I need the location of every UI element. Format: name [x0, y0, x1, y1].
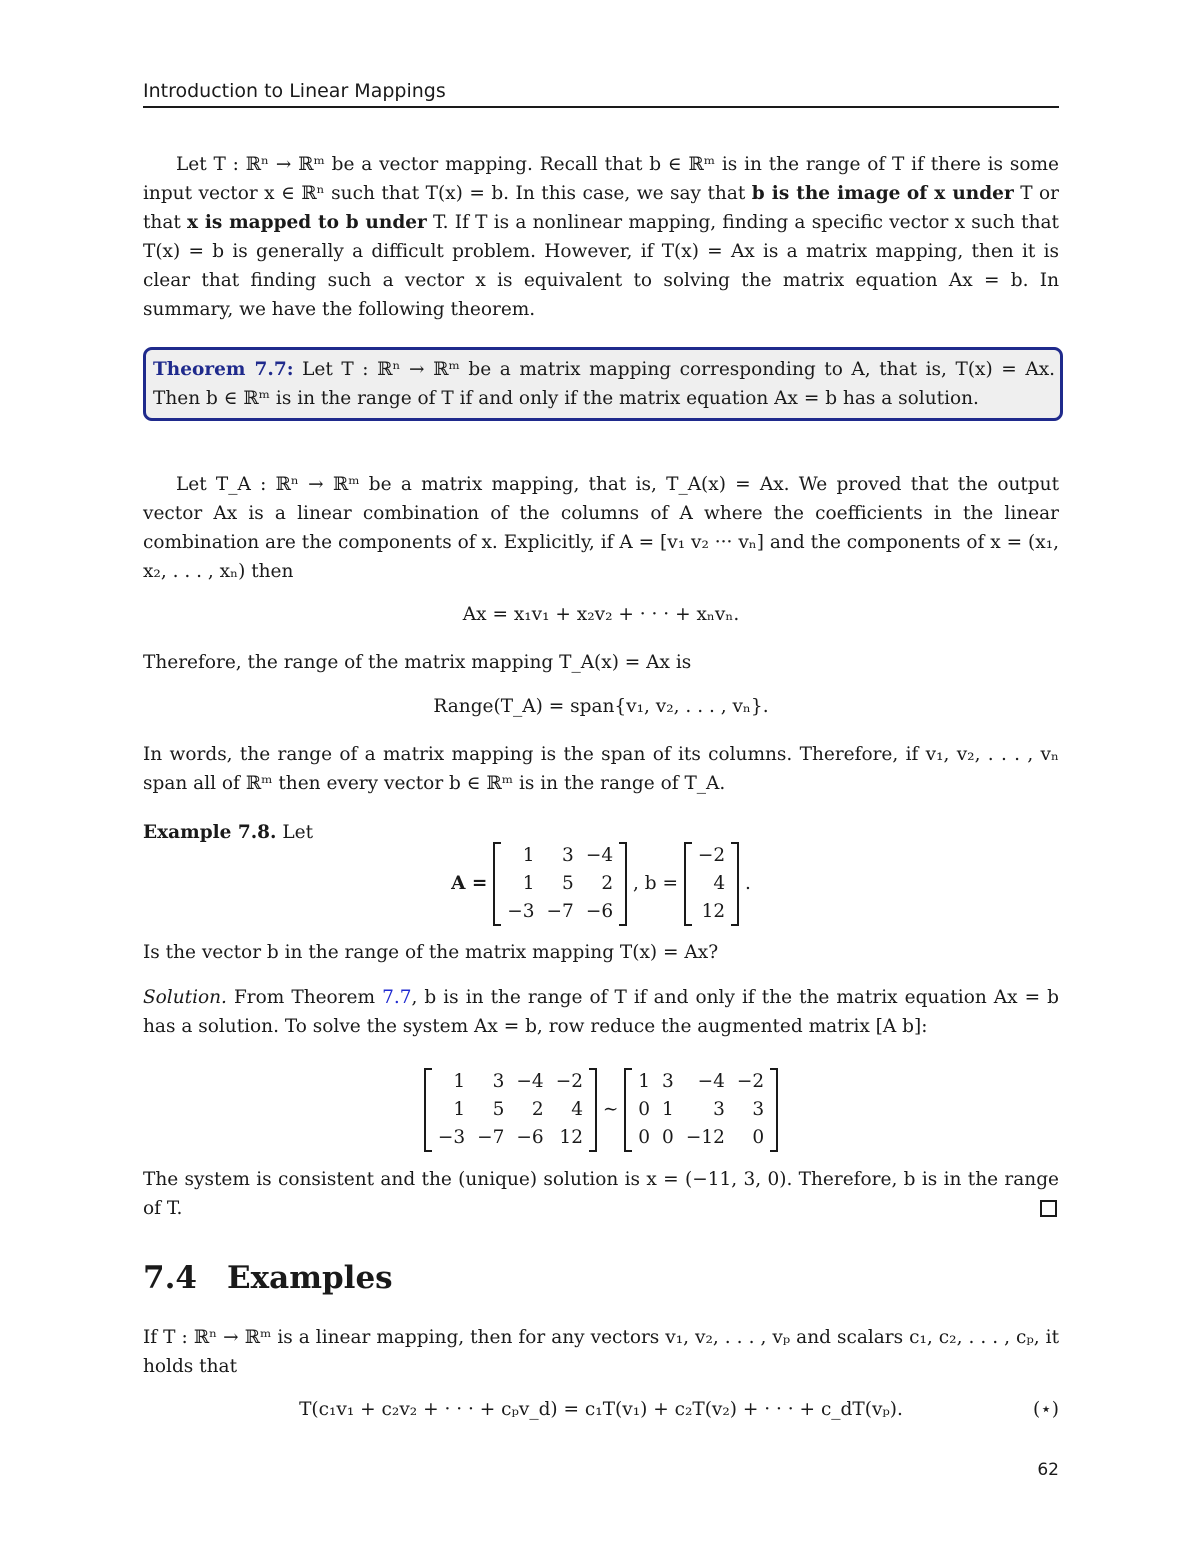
running-header	[143, 80, 1059, 108]
range-span-equation: Range(T_A) = span{v₁, v₂, . . . , vₙ}.	[433, 696, 769, 717]
section-number: 7.4	[143, 1260, 197, 1296]
row-equivalent-symbol: ∼	[602, 1099, 619, 1120]
reduced-matrix-row	[632, 1124, 770, 1152]
intro-paragraph	[143, 150, 1059, 324]
augmented-matrix-entry: 4	[571, 1099, 583, 1120]
reduced-matrix-entry: 0	[638, 1127, 651, 1148]
reduced-matrix-entry: 1	[662, 1099, 674, 1120]
reduced-matrix-entry: 1	[638, 1071, 651, 1092]
intro-line-4: specific vector x such that T(x) = b is generally a difficult problem. However, if T(x) = Ax	[143, 212, 1059, 262]
reduced-matrix-entry: −4	[697, 1071, 725, 1092]
vector-b-row	[692, 898, 731, 926]
section-heading	[143, 1260, 393, 1296]
vector-b-label: , b =	[632, 873, 678, 894]
solution-text-1: From Theorem	[226, 987, 383, 1008]
section-title: Examples	[227, 1260, 393, 1296]
augmented-matrix-entry: −4	[516, 1071, 544, 1092]
reduced-matrix-row	[632, 1068, 770, 1096]
vector-b-entry: −2	[697, 845, 726, 866]
intro-line-5: is a matrix mapping, then it is clear that finding such a vector x is equivalent to solving the	[143, 241, 1059, 291]
intro-bold-image: b is the image	[751, 183, 901, 204]
theorem-label: Theorem 7.7:	[153, 359, 294, 380]
reduced-matrix-entry: 3	[752, 1099, 765, 1120]
running-title: Introduction to Linear Mappings	[143, 80, 446, 102]
augmented-matrix-entry: 12	[559, 1127, 583, 1148]
equation-tag: (⋆)	[1032, 1399, 1059, 1420]
intro-line-3a: T or that	[143, 183, 1060, 233]
vector-b	[684, 842, 739, 926]
reduced-matrix-entry: 3	[713, 1099, 725, 1120]
augmented-matrix-entry: 1	[453, 1099, 466, 1120]
reduced-matrix-entry: 0	[662, 1127, 674, 1148]
matrix-A	[493, 842, 627, 926]
page-number: 62	[1037, 1460, 1059, 1480]
matrix-A-entry: 1	[522, 873, 535, 894]
augmented-matrix-entry: 2	[531, 1099, 544, 1120]
qed-square-icon	[1040, 1200, 1057, 1217]
matrix-A-row	[501, 898, 619, 926]
intro-line-3b: T. If T is a nonlinear mapping, finding a	[426, 212, 806, 233]
matrix-A-entry: −6	[585, 901, 614, 922]
intro-bold-under: of x under	[906, 183, 1014, 204]
matrix-A-entry: 2	[601, 873, 614, 894]
augmented-matrix-row	[432, 1068, 589, 1096]
matrix-A-entry: 1	[522, 845, 535, 866]
reduced-matrix-entry: 3	[662, 1071, 674, 1092]
vector-b-row	[692, 870, 731, 898]
matrix-A-entry: 3	[562, 845, 574, 866]
reduced-matrix-entry: 0	[638, 1099, 651, 1120]
row-reduction	[143, 1068, 1059, 1152]
theorem-ref-link[interactable]: 7.7	[382, 987, 412, 1008]
matrix-A-entry: −4	[585, 845, 614, 866]
augmented-matrix-entry: −2	[555, 1071, 583, 1092]
solution-label: Solution.	[143, 987, 227, 1008]
reduced-matrix-entry: −2	[736, 1071, 765, 1092]
matrix-A-label: A =	[451, 873, 488, 894]
augmented-matrix-row	[432, 1124, 589, 1152]
linearity-paragraph: If T : ℝⁿ → ℝᵐ is a linear mapping, then for any vectors v₁, v₂, . . . , vₚ and scalars c₁, c₂, . . . , cₚ, it holds that	[143, 1327, 1059, 1377]
solution-text-2: , b is in the range of T if and only if the the matrix equation Ax = b has a solution. To solve the system Ax = b, row reduce the augmented matrix [A b]:	[143, 987, 1059, 1037]
vector-b-entry: 4	[713, 873, 726, 894]
vector-b-row	[692, 842, 731, 870]
solution-paragraph	[143, 983, 1059, 1041]
intro-line-6: matrix equation Ax = b. In summary, we have the following theorem.	[143, 270, 1060, 320]
augmented-matrix-entry: 5	[492, 1099, 505, 1120]
example-period: .	[745, 873, 751, 894]
theorem-box	[143, 347, 1063, 421]
augmented-matrix-entry: 1	[453, 1071, 466, 1092]
matrix-A-entry: −7	[546, 901, 574, 922]
linearity-formula: T(c₁v₁ + c₂v₂ + · · · + cₚv_d) = c₁T(v₁) + c₂T(v₂) + · · · + c_dT(vₚ).	[299, 1399, 903, 1420]
reduced-matrix-row	[632, 1096, 770, 1124]
reduced-matrix-entry: 0	[752, 1127, 765, 1148]
theorem-text: Let T : ℝⁿ → ℝᵐ be a matrix mapping corresponding to A, that is, T(x) = Ax. Then b ∈ ℝᵐ is in the range of T if and only if the matrix equation Ax = b has a solution.	[153, 359, 1056, 409]
intro-line-2: is some input vector x ∈ ℝⁿ such that T(x) = b. In this case, we say that	[143, 154, 1059, 204]
vector-b-entry: 12	[701, 901, 726, 922]
example-matrices	[143, 842, 1059, 926]
solution-conclusion: The system is consistent and the (unique) solution is x = (−11, 3, 0). Therefore, b is in the range of T.	[143, 1169, 1059, 1219]
matrix-A-entry: 5	[562, 873, 574, 894]
augmented-matrix-row	[432, 1096, 589, 1124]
example-question: Is the vector b in the range of the matrix mapping T(x) = Ax?	[143, 942, 719, 963]
augmented-matrix-entry: −7	[477, 1127, 505, 1148]
span-columns-paragraph: In words, the range of a matrix mapping is the span of its columns. Therefore, if v₁, v₂, . . . , vₙ span all of ℝᵐ then every vector b ∈ ℝᵐ is in the range of T_A.	[143, 744, 1059, 794]
example-lead: Let	[276, 822, 314, 843]
augmented-matrix-entry: 3	[492, 1071, 505, 1092]
reduced-matrix	[624, 1068, 778, 1152]
augmented-matrix	[424, 1068, 597, 1152]
range-paragraph: Let T_A : ℝⁿ → ℝᵐ be a matrix mapping, that is, T_A(x) = Ax. We proved that the output vector Ax is a linear combination of the columns of A where the coefficients in the linear combination are the components of x. Explicitly, if A = [v₁ v₂ ··· vₙ] and the components of x = (x₁, x₂, . . . , xₙ) then	[143, 474, 1059, 582]
intro-line-1: Let T : ℝⁿ → ℝᵐ be a vector mapping. Recall that b ∈ ℝᵐ is in the range of T if there	[176, 154, 981, 175]
linear-combination-equation: Ax = x₁v₁ + x₂v₂ + · · · + xₙvₙ.	[462, 604, 740, 625]
range-intro-text: Therefore, the range of the matrix mapping T_A(x) = Ax is	[143, 652, 692, 673]
intro-bold-mapped: x is mapped to b under	[187, 212, 427, 233]
example-label: Example 7.8.	[143, 822, 277, 843]
matrix-A-entry: −3	[507, 901, 535, 922]
matrix-A-row	[501, 870, 619, 898]
linearity-equation	[143, 1399, 1059, 1420]
augmented-matrix-entry: −6	[516, 1127, 544, 1148]
augmented-matrix-entry: −3	[437, 1127, 466, 1148]
matrix-A-row	[501, 842, 619, 870]
reduced-matrix-entry: −12	[685, 1127, 725, 1148]
